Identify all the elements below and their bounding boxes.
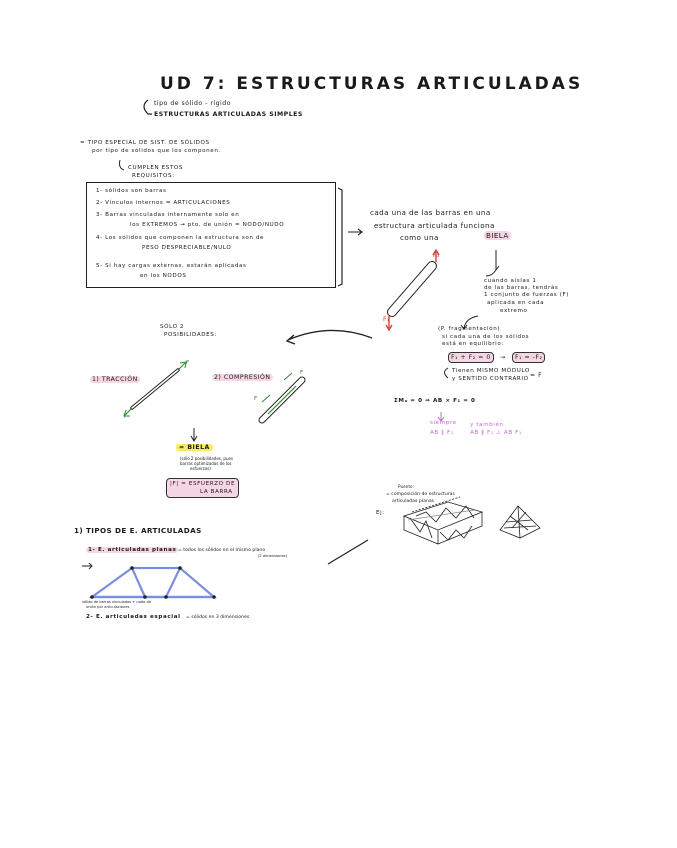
compression-f-bottom: F xyxy=(254,396,258,402)
traction-label: 1) TRACCIÓN xyxy=(92,376,138,383)
definition-line-1: = TIPO ESPECIAL DE SIST. DE SÓLIDOS xyxy=(80,140,210,146)
requirement-5a: 5- Si hay cargas externas, estarán aplicadas xyxy=(96,263,247,269)
diagram-note-1: sólido de barras vinculados + nodo de xyxy=(82,600,152,604)
biela-highlight: BIELA xyxy=(486,231,509,240)
fragmentation-line-2: si cada una de los sólidos xyxy=(442,334,530,340)
req-bracket xyxy=(338,188,342,286)
moment-note-1: siempre xyxy=(430,420,457,426)
equation-opposite: F₁ = -F₂ xyxy=(512,352,545,363)
biela-bar-drawing xyxy=(386,250,439,330)
equation-arrow: → xyxy=(500,354,506,361)
biela-note-1: (sólo 2 posibilidades, pues xyxy=(180,456,234,461)
fragmentation-line-3: está en equilibrio: xyxy=(442,341,504,347)
eq-bracket xyxy=(445,368,449,378)
effort-box xyxy=(166,478,239,498)
compression-label: 2) COMPRESIÓN xyxy=(214,374,271,381)
fragmentation-line-4: Tienen MISMO MÓDULO xyxy=(452,368,530,374)
isolated-line-5: extremo xyxy=(500,308,528,314)
planar-truss-drawing xyxy=(82,563,216,599)
example-line-2: = composición de estructuras xyxy=(386,492,455,497)
types-heading: 1) TIPOS DE E. ARTICULADAS xyxy=(74,526,202,535)
requirement-3a: 3- Barras vinculadas internamente solo en xyxy=(96,212,240,218)
possibilities-line-1: SÓLO 2 xyxy=(160,324,185,330)
traction-f-bottom: F xyxy=(124,414,128,420)
bridge-connector xyxy=(328,540,368,564)
back-arrow xyxy=(287,330,372,344)
subtitle-bracket xyxy=(144,100,152,114)
subtitle-line-1: tipo de sólido - rígido xyxy=(154,100,231,107)
equation-equals-f: = F xyxy=(530,372,543,379)
traction-bar-drawing xyxy=(124,362,186,416)
requirement-4a: 4- Los sólidos que componen la estructura son de xyxy=(96,235,265,241)
effort-line-2: LA BARRA xyxy=(200,489,233,495)
type-planar-note: = todos los sólidos en el mismo plano xyxy=(178,548,266,553)
isolated-line-3: 1 conjunto de fuerzas (F) xyxy=(484,292,570,298)
requirement-2: 2- Vínculos internos = ARTICULACIONES xyxy=(96,200,231,206)
requirement-4b: PESO DESPRECIABLE/NULO xyxy=(142,245,232,251)
fragmentation-line-5: y SENTIDO CONTRARIO xyxy=(452,376,529,382)
example-line-1: Puente: xyxy=(398,484,414,489)
requisites-line-2: REQUISITOS: xyxy=(132,173,175,179)
poss-down-arrow xyxy=(191,428,197,441)
req-arrow xyxy=(120,160,125,170)
type-spatial-note: = sólidos en 3 dimensiones xyxy=(186,615,250,620)
moment-note-2: AB ∥ F₁ xyxy=(430,430,454,436)
pyramid-truss-drawing xyxy=(500,506,540,538)
equation-sum-zero: F₁ + F₂ = 0 xyxy=(448,352,494,363)
example-label: Ej: xyxy=(376,510,385,516)
compression-f-top: F xyxy=(300,370,304,376)
possibilities-line-2: POSIBILIDADES: xyxy=(164,332,217,338)
to-biela-arrow xyxy=(348,229,362,235)
type-planar-small: (2 dimensiones) xyxy=(258,554,287,558)
biela-note-line-2: estructura articulada funciona xyxy=(374,221,495,230)
fragmentation-line-1: (P. fragmentación) xyxy=(438,326,501,332)
vector-f2-label: F₂ xyxy=(433,252,441,259)
diagram-note-2: unión por articulaciones xyxy=(86,605,130,609)
requirement-5b: en los NODOS xyxy=(140,273,187,279)
biela-note-line-3: como una xyxy=(400,233,439,242)
requirement-1: 1- sólidos son barras xyxy=(96,188,167,194)
biela-yellow-label: = BIELA xyxy=(176,444,213,451)
isolated-line-2: de las barras, tendrás xyxy=(484,285,559,291)
type-planar: 1- E. articuladas planas xyxy=(88,547,177,553)
biela-down-arrow xyxy=(486,250,499,276)
biela-note-2: barras optimizadas de los xyxy=(180,461,232,466)
page-title: UD 7: ESTRUCTURAS ARTICULADAS xyxy=(160,74,584,94)
bridge-truss-drawing xyxy=(404,497,482,544)
moment-equation: ΣMₐ = 0 ⇒ AB × F₁ = 0 xyxy=(394,398,476,404)
moment-note-3: y también xyxy=(470,422,504,428)
moment-note-4: AB ∦ F₁ ⊥ AB F₁ xyxy=(470,430,522,436)
biela-note-line-1: cada una de las barras en una xyxy=(370,208,491,217)
subtitle-line-2: ESTRUCTURAS ARTICULADAS SIMPLES xyxy=(154,111,303,118)
isolated-line-1: cuando aislas 1 xyxy=(484,278,537,284)
requisites-line-1: CUMPLEN ESTOS xyxy=(128,165,184,171)
traction-f-top: F xyxy=(186,360,190,366)
isolated-line-4: aplicada en cada xyxy=(487,300,545,306)
definition-line-2: por tipo de sólidos que los componen. xyxy=(92,148,221,154)
biela-note-3: esfuerzos) xyxy=(190,466,211,471)
requirement-3b: los EXTREMOS → pto. de unión = NODO/NUDO xyxy=(130,222,285,228)
type-spatial: 2- E. articuladas espacial xyxy=(86,614,181,620)
effort-line-1: |F| = ESFUERZO DE xyxy=(170,481,236,487)
vector-f1-label: F₁ xyxy=(383,316,391,323)
example-line-3: articuladas planas xyxy=(392,499,435,504)
